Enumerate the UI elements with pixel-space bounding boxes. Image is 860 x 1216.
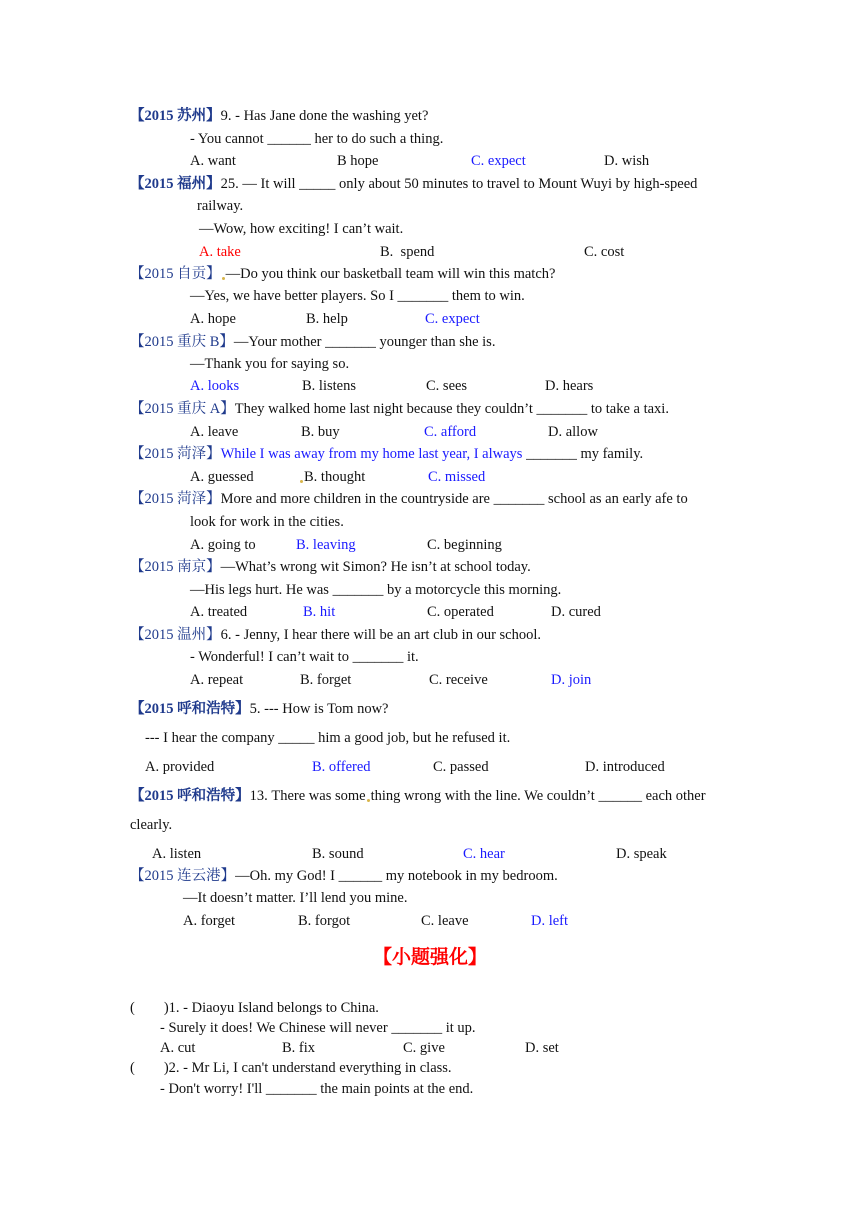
question-reply: —His legs hurt. He was _______ by a motorcycle this morning. [190,582,562,598]
question-stem: —What’s wrong wit Simon? He isn’t at school today. [220,559,531,575]
question-stem: They walked home last night because they couldn’t _______ to take a taxi. [234,401,669,417]
option: C. give [403,1040,445,1056]
option: C. passed [433,759,489,775]
option-answer: B. leaving [296,537,356,553]
option-answer: B. offered [312,759,371,775]
question-reply: —Wow, how exciting! I can’t wait. [199,221,404,237]
option: A. forget [183,913,236,929]
option: B. listens [302,378,356,394]
question-reply: - Surely it does! We Chinese will never _______ it up. [160,1020,476,1036]
question-12-stem-line [130,867,558,885]
option-answer: C. hear [463,846,505,862]
question-source: 【2015 福州】 [130,176,221,192]
question-stem: thing wrong with the line. We couldn’t ______ each other [370,788,706,804]
question-reply: - Wonderful! I can’t wait to _______ it. [190,649,419,665]
option-answer: C. missed [428,469,486,485]
option: B. forget [300,672,352,688]
option: A. want [190,153,236,169]
question-source: 【2015 菏泽】 [130,491,221,507]
option: B. fix [282,1040,316,1056]
question-reply: —Yes, we have better players. So I _______ them to win. [190,288,525,304]
option: A. leave [190,424,239,440]
option: B. help [306,311,348,327]
marker-dot [367,799,370,802]
option: A. cut [160,1040,196,1056]
option-answer: A. looks [190,378,240,394]
option: D. allow [548,424,598,440]
option: D. set [525,1040,559,1056]
question-2-stem-line [130,175,697,193]
option-with-marker [299,468,365,486]
option: A. hope [190,311,236,327]
question-stem: 6. - Jenny, I hear there will be an art club in our school. [220,627,541,643]
question-7-stem-line [130,490,688,508]
question-source: 【2015 连云港】 [130,868,236,884]
question-source: 【2015 苏州】 [130,108,221,124]
option: A. going to [190,537,256,553]
practice-2-stem-line [130,1059,452,1077]
question-stem-continued: clearly. [130,817,173,833]
question-source: 【2015 自贡】 [130,266,221,282]
question-reply: - Don't worry! I'll _______ the main points at the end. [160,1081,474,1097]
question-5-stem-line [130,400,669,418]
option: A. treated [190,604,248,620]
question-source: 【2015 菏泽】 [130,446,221,462]
marker-dot [300,480,303,483]
question-11-stem-line [130,787,706,805]
question-stem: 9. - Has Jane done the washing yet? [220,108,429,124]
answer-blank: ( ) [130,1000,169,1016]
question-stem: 13. There was some [249,788,366,804]
question-stem: 5. --- How is Tom now? [249,701,389,717]
option: C. operated [427,604,494,620]
option: B. forgot [298,913,351,929]
question-1-stem-line [130,107,428,125]
practice-1-stem-line [130,999,379,1017]
option-answer: B. hit [303,604,336,620]
question-reply: —Thank you for saying so. [190,356,350,372]
marker-dot [222,277,225,280]
question-source: 【2015 南京】 [130,559,221,575]
question-10-stem-line [130,700,389,718]
option-answer: D. join [551,672,592,688]
option: C. sees [426,378,468,394]
question-stem: More and more children in the countryside are _______ school as an early afe to [220,491,688,507]
question-stem: —Do you think our basketball team will win this match? [225,266,556,282]
question-source: 【2015 温州】 [130,627,221,643]
option: B. thought [304,469,366,485]
question-reply: --- I hear the company _____ him a good job, but he refused it. [145,730,511,746]
option: D. speak [616,846,667,862]
option: A. guessed [190,469,254,485]
option: A. provided [145,759,215,775]
option: C. cost [584,244,625,260]
option: D. introduced [585,759,665,775]
question-source: 【2015 重庆 A】 [130,401,235,417]
question-source: 【2015 呼和浩特】 [130,788,250,804]
question-source: 【2015 重庆 B】 [130,334,234,350]
question-stem: 25. — It will _____ only about 50 minutes to travel to Mount Wuyi by high-speed [220,176,698,192]
question-stem: —Your mother _______ younger than she is. [233,334,496,350]
option: D. hears [545,378,594,394]
question-stem-continued: railway. [197,198,244,214]
option-answer: A. take [199,244,241,260]
option-answer: D. left [531,913,569,929]
question-stem: 1. - Diaoyu Island belongs to China. [168,1000,379,1016]
question-stem-highlight: While I was away from my home last year, I always [220,446,523,462]
option: B. sound [312,846,364,862]
option: A. listen [152,846,202,862]
option: B hope [337,153,379,169]
question-source: 【2015 呼和浩特】 [130,701,250,717]
question-reply: - You cannot ______ her to do such a thing. [190,131,444,147]
option-answer: C. expect [425,311,480,327]
section-heading: 【小题强化】 [372,946,487,968]
question-stem: _______ my family. [522,446,644,462]
option: D. wish [604,153,650,169]
option: C. leave [421,913,469,929]
option-answer: C. expect [471,153,526,169]
option: B. buy [301,424,340,440]
question-6-stem-line [130,445,643,463]
option-answer: C. afford [424,424,477,440]
question-8-stem-line [130,558,531,576]
option: C. receive [429,672,488,688]
option: B. spend [380,244,435,260]
question-3-stem-line [130,265,555,283]
option: D. cured [551,604,601,620]
question-reply: —It doesn’t matter. I’ll lend you mine. [183,890,408,906]
question-stem: 2. - Mr Li, I can't understand everything in class. [168,1060,452,1076]
question-stem-continued: look for work in the cities. [190,514,344,530]
question-4-stem-line [130,333,495,351]
answer-blank: ( ) [130,1060,169,1076]
question-9-stem-line [130,626,541,644]
option: C. beginning [427,537,502,553]
question-stem: —Oh. my God! I ______ my notebook in my bedroom. [235,868,558,884]
option: A. repeat [190,672,244,688]
